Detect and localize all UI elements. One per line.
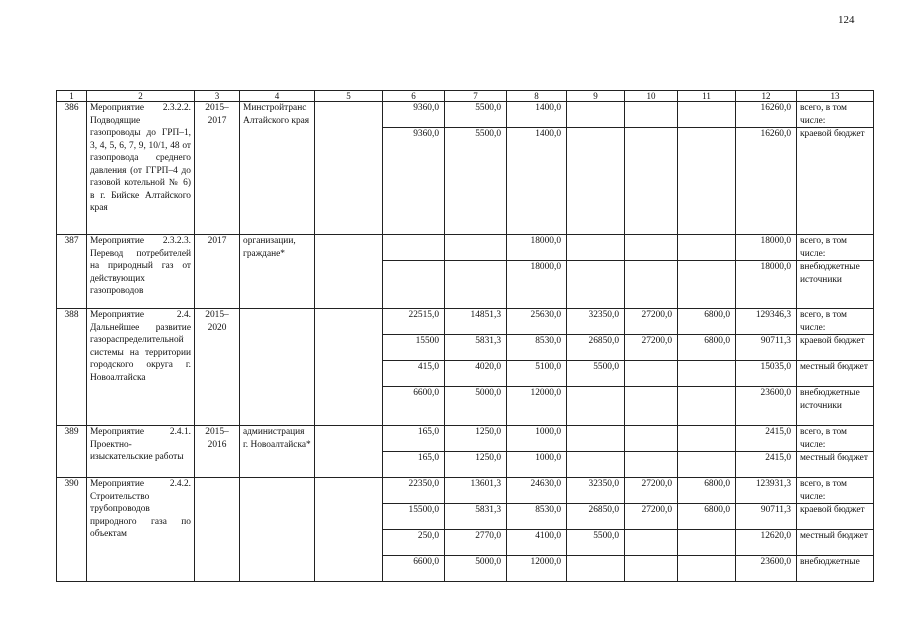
amount-cell: 1250,0: [445, 452, 507, 478]
amount-cell: 14851,3: [445, 309, 507, 335]
amount-cell: [567, 261, 625, 309]
record-name: Мероприятие 2.3.2.2. Подводящие газопроводы до ГРП–1, 3, 4, 5, 6, 7, 9, 10/1, 48 от газопровода среднего давления (от ГГРП–4 до газовой котельной № 6) в г. Бийске Алтайского края: [87, 102, 195, 235]
amount-cell: 6800,0: [678, 309, 736, 335]
amount-cell: 18000,0: [507, 235, 567, 261]
amount-cell: 5000,0: [445, 387, 507, 426]
funding-source-cell: всего, в том числе:: [797, 235, 874, 261]
amount-cell: 12620,0: [736, 530, 797, 556]
amount-cell: [678, 361, 736, 387]
table-row: [57, 102, 874, 128]
amount-cell: 12000,0: [507, 387, 567, 426]
record-column-5: [315, 426, 383, 478]
column-header: 11: [678, 91, 736, 102]
column-header: 9: [567, 91, 625, 102]
funding-source-cell: всего, в том числе:: [797, 478, 874, 504]
record-executor: [240, 478, 315, 582]
amount-cell: 18000,0: [507, 261, 567, 309]
record-name: Мероприятие 2.3.2.3. Перевод потребителей на природный газ от действующих газопроводов: [87, 235, 195, 309]
amount-cell: 90711,3: [736, 504, 797, 530]
funding-source-cell: внебюджетные источники: [797, 387, 874, 426]
amount-cell: [567, 128, 625, 235]
column-header: 3: [195, 91, 240, 102]
amount-cell: 27200,0: [625, 504, 678, 530]
amount-cell: 1000,0: [507, 426, 567, 452]
amount-cell: 25630,0: [507, 309, 567, 335]
funding-source-cell: местный бюджет: [797, 452, 874, 478]
amount-cell: [625, 387, 678, 426]
amount-cell: 16260,0: [736, 102, 797, 128]
amount-cell: 5500,0: [445, 102, 507, 128]
amount-cell: [625, 102, 678, 128]
amount-cell: [625, 235, 678, 261]
amount-cell: 250,0: [383, 530, 445, 556]
amount-cell: 6800,0: [678, 335, 736, 361]
header-row: [57, 91, 874, 102]
record-years: 2015– 2016: [195, 426, 240, 478]
amount-cell: [678, 452, 736, 478]
amount-cell: 6800,0: [678, 478, 736, 504]
table-row: [57, 478, 874, 504]
funding-source-cell: краевой бюджет: [797, 504, 874, 530]
amount-cell: 1250,0: [445, 426, 507, 452]
amount-cell: [625, 261, 678, 309]
amount-cell: [383, 261, 445, 309]
amount-cell: 5831,3: [445, 504, 507, 530]
funding-source-cell: всего, в том числе:: [797, 102, 874, 128]
amount-cell: 15500: [383, 335, 445, 361]
amount-cell: [625, 556, 678, 582]
amount-cell: 24630,0: [507, 478, 567, 504]
record-number: 388: [57, 309, 87, 426]
funding-source-cell: краевой бюджет: [797, 335, 874, 361]
amount-cell: 27200,0: [625, 478, 678, 504]
amount-cell: [567, 556, 625, 582]
record-years: 2015– 2017: [195, 102, 240, 235]
amount-cell: 6600,0: [383, 387, 445, 426]
column-header: 1: [57, 91, 87, 102]
column-header: 7: [445, 91, 507, 102]
record-number: 389: [57, 426, 87, 478]
funding-source-cell: внебюджетные источники: [797, 261, 874, 309]
amount-cell: 27200,0: [625, 309, 678, 335]
amount-cell: 22350,0: [383, 478, 445, 504]
amount-cell: 22515,0: [383, 309, 445, 335]
table-row: [57, 309, 874, 335]
amount-cell: 129346,3: [736, 309, 797, 335]
record-years: 2017: [195, 235, 240, 309]
amount-cell: 27200,0: [625, 335, 678, 361]
record-name: Мероприятие 2.4. Дальнейшее развитие газораспределительной системы на территории городского округа г. Новоалтайска: [87, 309, 195, 426]
amount-cell: 5831,3: [445, 335, 507, 361]
amount-cell: 8530,0: [507, 504, 567, 530]
column-header: 2: [87, 91, 195, 102]
amount-cell: 1400,0: [507, 102, 567, 128]
funding-source-cell: краевой бюджет: [797, 128, 874, 235]
record-number: 387: [57, 235, 87, 309]
amount-cell: 23600,0: [736, 556, 797, 582]
amount-cell: [678, 102, 736, 128]
funding-source-cell: местный бюджет: [797, 361, 874, 387]
column-header: 5: [315, 91, 383, 102]
amount-cell: 4020,0: [445, 361, 507, 387]
column-header: 10: [625, 91, 678, 102]
record-name: Мероприятие 2.4.1. Проектно-изыскательские работы: [87, 426, 195, 478]
amount-cell: 4100,0: [507, 530, 567, 556]
amount-cell: [567, 387, 625, 426]
amount-cell: [678, 426, 736, 452]
record-executor: [240, 309, 315, 426]
amount-cell: 26850,0: [567, 504, 625, 530]
record-executor: Минстройтранс Алтайского края: [240, 102, 315, 235]
amount-cell: [445, 261, 507, 309]
amount-cell: 2415,0: [736, 452, 797, 478]
amount-cell: [625, 361, 678, 387]
amount-cell: 5500,0: [567, 361, 625, 387]
table-row: [57, 426, 874, 452]
amount-cell: 32350,0: [567, 478, 625, 504]
funding-source-cell: внебюджетные: [797, 556, 874, 582]
column-header: 4: [240, 91, 315, 102]
record-column-5: [315, 235, 383, 309]
amount-cell: 8530,0: [507, 335, 567, 361]
amount-cell: [383, 235, 445, 261]
amount-cell: [567, 452, 625, 478]
amount-cell: 165,0: [383, 426, 445, 452]
amount-cell: 9360,0: [383, 102, 445, 128]
table-row: [57, 235, 874, 261]
amount-cell: 16260,0: [736, 128, 797, 235]
amount-cell: 15035,0: [736, 361, 797, 387]
record-number: 386: [57, 102, 87, 235]
table-body: [57, 102, 874, 582]
amount-cell: [678, 128, 736, 235]
column-header: 6: [383, 91, 445, 102]
amount-cell: [678, 530, 736, 556]
amount-cell: [567, 235, 625, 261]
amount-cell: 12000,0: [507, 556, 567, 582]
amount-cell: [625, 426, 678, 452]
amount-cell: 9360,0: [383, 128, 445, 235]
amount-cell: 2770,0: [445, 530, 507, 556]
amount-cell: 1000,0: [507, 452, 567, 478]
amount-cell: 18000,0: [736, 261, 797, 309]
amount-cell: [625, 128, 678, 235]
column-header: 13: [797, 91, 874, 102]
record-executor: организации, граждане*: [240, 235, 315, 309]
amount-cell: 13601,3: [445, 478, 507, 504]
amount-cell: 18000,0: [736, 235, 797, 261]
amount-cell: 5500,0: [445, 128, 507, 235]
amount-cell: 2415,0: [736, 426, 797, 452]
column-header: 8: [507, 91, 567, 102]
record-name: Мероприятие 2.4.2. Строительство трубопроводов природного газа по объектам: [87, 478, 195, 582]
funding-source-cell: местный бюджет: [797, 530, 874, 556]
amount-cell: 23600,0: [736, 387, 797, 426]
page-number: 124: [838, 14, 855, 26]
amount-cell: [678, 387, 736, 426]
amount-cell: 5000,0: [445, 556, 507, 582]
amount-cell: [445, 235, 507, 261]
amount-cell: 165,0: [383, 452, 445, 478]
amount-cell: [678, 556, 736, 582]
amount-cell: 90711,3: [736, 335, 797, 361]
amount-cell: 1400,0: [507, 128, 567, 235]
amount-cell: 6600,0: [383, 556, 445, 582]
record-column-5: [315, 102, 383, 235]
record-years: [195, 478, 240, 582]
amount-cell: 6800,0: [678, 504, 736, 530]
amount-cell: [567, 426, 625, 452]
record-executor: администрация г. Новоалтайска*: [240, 426, 315, 478]
record-column-5: [315, 478, 383, 582]
amount-cell: 5100,0: [507, 361, 567, 387]
record-years: 2015– 2020: [195, 309, 240, 426]
amount-cell: [678, 261, 736, 309]
amount-cell: 15500,0: [383, 504, 445, 530]
amount-cell: [625, 452, 678, 478]
amount-cell: 123931,3: [736, 478, 797, 504]
amount-cell: 32350,0: [567, 309, 625, 335]
column-header: 12: [736, 91, 797, 102]
amount-cell: 5500,0: [567, 530, 625, 556]
record-column-5: [315, 309, 383, 426]
amount-cell: [678, 235, 736, 261]
amount-cell: [625, 530, 678, 556]
amount-cell: 415,0: [383, 361, 445, 387]
amount-cell: 26850,0: [567, 335, 625, 361]
amount-cell: [567, 102, 625, 128]
record-number: 390: [57, 478, 87, 582]
funding-source-cell: всего, в том числе:: [797, 426, 874, 452]
funding-source-cell: всего, в том числе:: [797, 309, 874, 335]
budget-table: [56, 90, 874, 582]
